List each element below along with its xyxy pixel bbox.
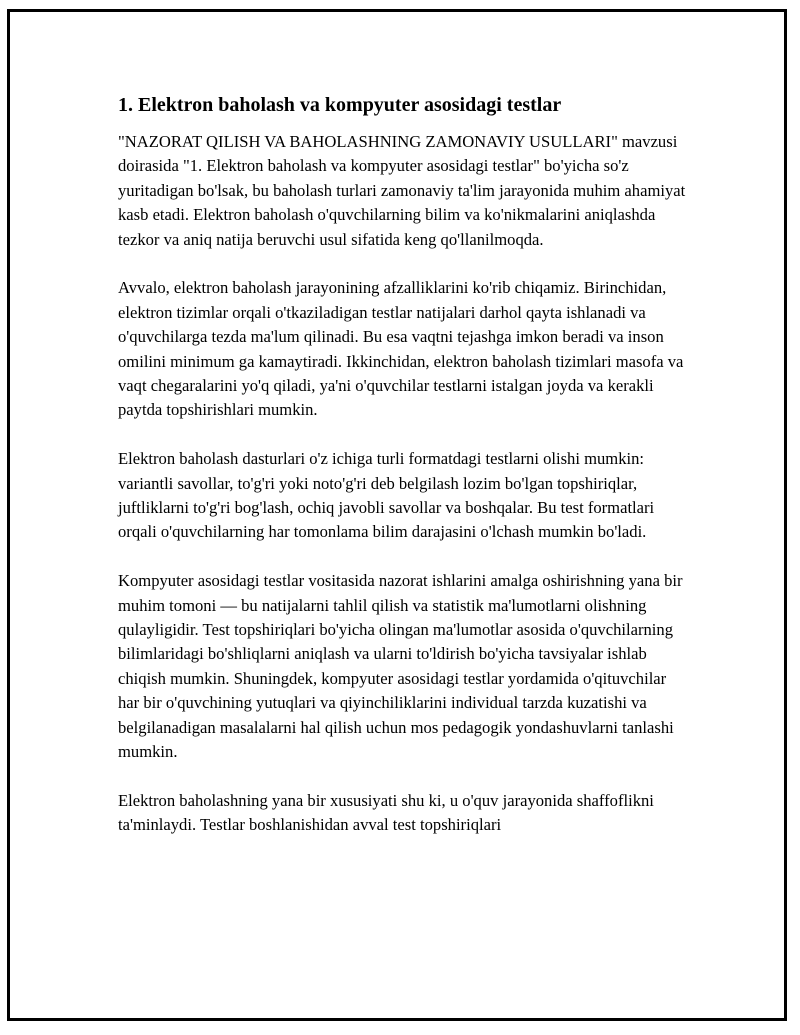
section-heading: 1. Elektron baholash va kompyuter asosidagi testlar — [118, 94, 562, 116]
paragraph-intro: "NAZORAT QILISH VA BAHOLASHNING ZAMONAVIY USULLARI" mavzusi doirasida "1. Elektron baholash va kompyuter asosidagi testlar" bo'yicha so'z yuritadigan bo'lsak, bu baholash turlari zamonaviy ta'lim jarayonida muhim ahamiyat kasb etadi. Elektron baholash o'quvchilarning bilim va ko'nikmalarini aniqlashda tezkor va aniq natija beruvchi usul sifatida keng qo'llanilmoqda. — [118, 132, 686, 249]
paragraph-advantages: Avvalo, elektron baholash jarayonining afzalliklarini ko'rib chiqamiz. Birinchidan, elektron tizimlar orqali o'tkaziladigan testlar natijalari darhol qayta ishlanadi va o'quvchilarga tezda ma'lum qilinadi. Bu esa vaqtni tejashga imkon beradi va inson omilini minimum ga kamaytiradi. Ikkinchidan, elektron baholash tizimlari masofa va vaqt chegaralarini yo'q qiladi, ya'ni o'quvchilar testlarni istalgan joyda va kerakli paytda topshirishlari mumkin. — [118, 278, 684, 420]
paragraph-formats: Elektron baholash dasturlari o'z ichiga turli formatdagi testlarni olishi mumkin: variantli savollar, to'g'ri yoki noto'g'ri deb belgilash lozim bo'lgan topshiriqlar, juftliklarni to'g'ri bog'lash, ochiq javobli savollar va boshqalar. Bu test formatlari orqali o'quvchilarning har tomonlama bilim darajasini o'lchash mumkin bo'ladi. — [118, 449, 655, 542]
paragraph-analysis: Kompyuter asosidagi testlar vositasida nazorat ishlarini amalga oshirishning yana bir muhim tomoni — bu natijalarni tahlil qilish va statistik ma'lumotlarni olishning qulayligidir. Test topshiriqlari bo'yicha olingan ma'lumotlar asosida o'quvchilarning bilimlaridagi bo'shliqlarni aniqlash va ularni to'ldirish bo'yicha tavsiyalar ishlab chiqish mumkin. Shuningdek, kompyuter asosidagi testlar yordamida o'qituvchilar har bir o'quvchining yutuqlari va qiyinchiliklarini individual tarzda kuzatishi va belgilanadigan masalalarni hal qilish uchun mos pedagogik yondashuvlarni tanlashi mumkin. — [118, 571, 683, 762]
paragraph-transparency: Elektron baholashning yana bir xususiyati shu ki, u o'quv jarayonida shaffoflikni ta'minlaydi. Testlar boshlanishidan avval test topshiriqlari — [118, 790, 654, 835]
document-body — [118, 92, 686, 862]
